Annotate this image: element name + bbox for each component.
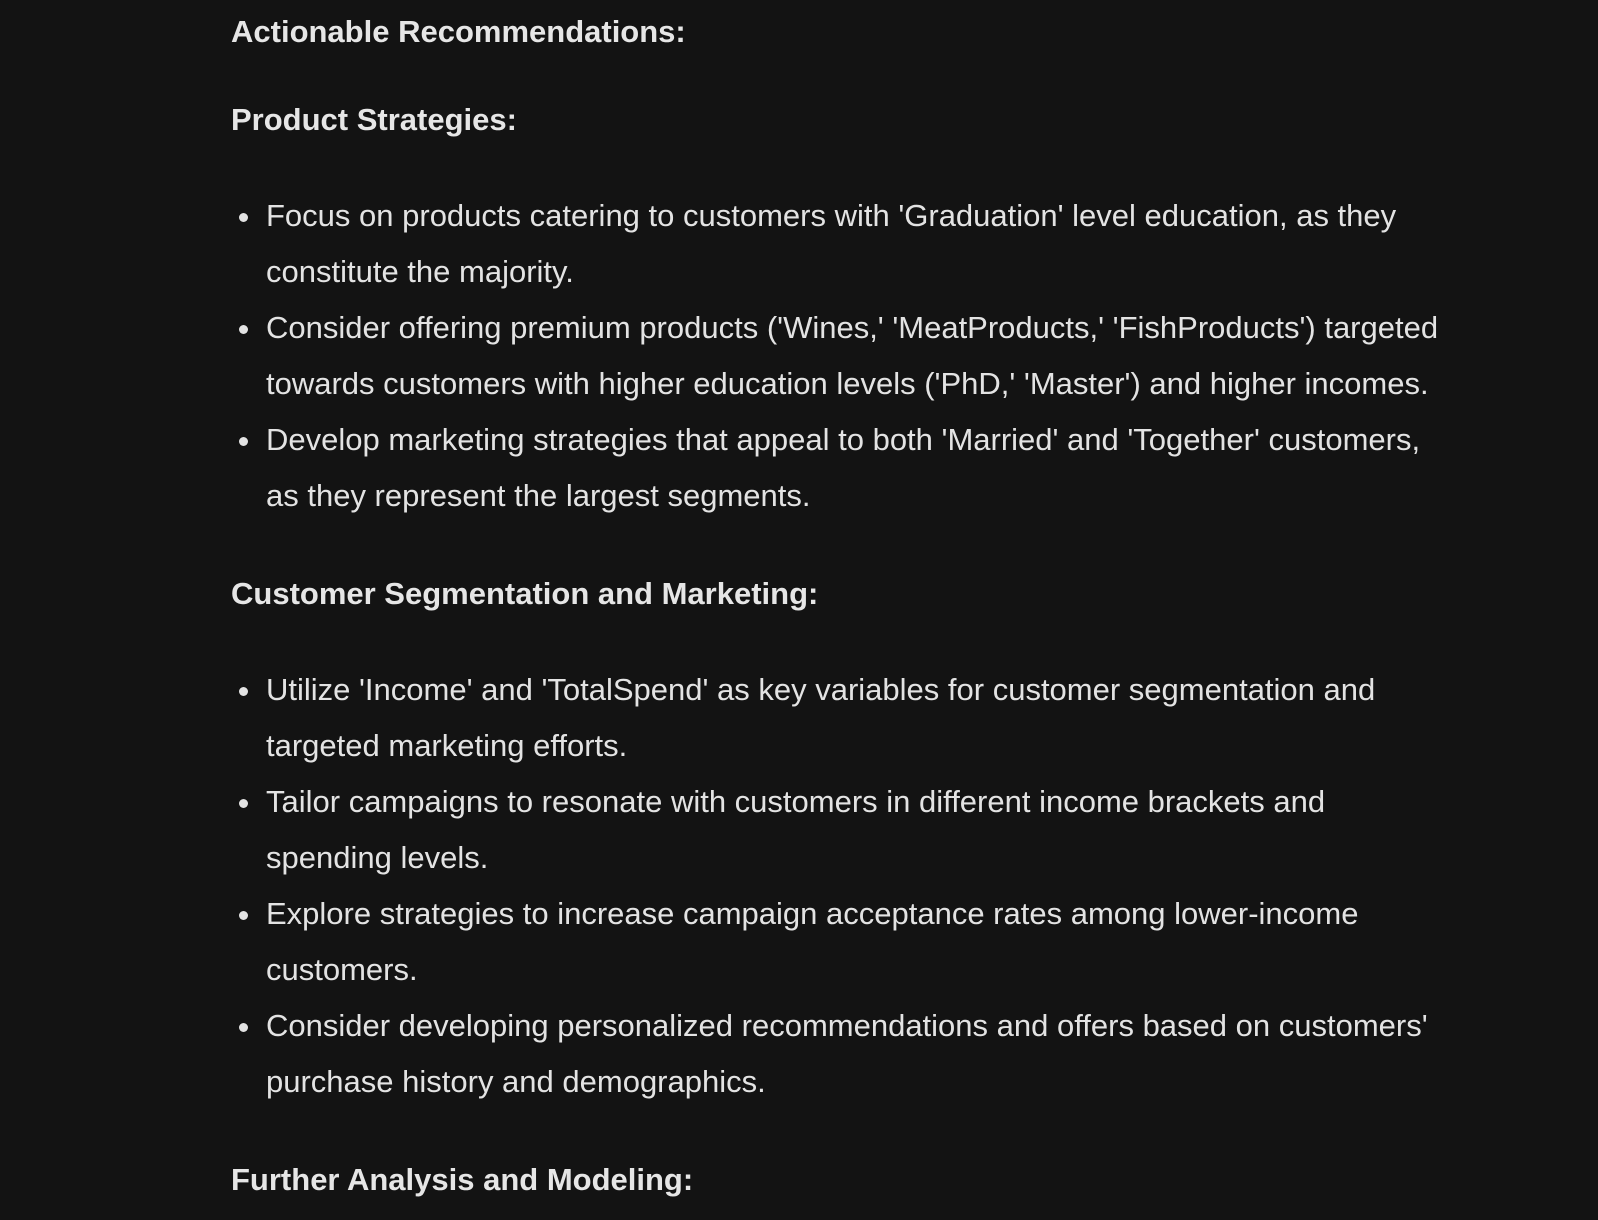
product-strategies-list xyxy=(231,188,1451,524)
bullet-icon xyxy=(239,687,248,696)
list-item xyxy=(231,662,1451,774)
list-item-text: Explore strategies to increase campaign acceptance rates among lower-income customers. xyxy=(266,896,1359,987)
bullet-icon xyxy=(239,911,248,920)
list-item xyxy=(231,774,1451,886)
heading-customer-segmentation: Customer Segmentation and Marketing: xyxy=(231,576,819,611)
heading-product-strategies: Product Strategies: xyxy=(231,102,517,137)
heading-actionable-recommendations: Actionable Recommendations: xyxy=(231,14,686,49)
bullet-icon xyxy=(239,213,248,222)
list-item-text: Tailor campaigns to resonate with customers in different income brackets and spending levels. xyxy=(266,784,1326,875)
list-item-text: Consider offering premium products ('Wines,' 'MeatProducts,' 'FishProducts') targeted towards customers with higher education levels ('PhD,' 'Master') and higher incomes. xyxy=(266,310,1439,401)
heading-further-analysis: Further Analysis and Modeling: xyxy=(231,1162,694,1197)
list-item-text: Consider developing personalized recommendations and offers based on customers' purchase history and demographics. xyxy=(266,1008,1428,1099)
bullet-icon xyxy=(239,325,248,334)
list-item xyxy=(231,300,1451,412)
list-item-text: Utilize 'Income' and 'TotalSpend' as key variables for customer segmentation and targeted marketing efforts. xyxy=(266,672,1376,763)
segmentation-list xyxy=(231,662,1451,1110)
list-item xyxy=(231,412,1451,524)
bullet-icon xyxy=(239,1023,248,1032)
list-item xyxy=(231,188,1451,300)
response-content xyxy=(231,0,1451,1200)
list-item-text: Focus on products catering to customers with 'Graduation' level education, as they constitute the majority. xyxy=(266,198,1397,289)
bullet-icon xyxy=(239,437,248,446)
bullet-icon xyxy=(239,799,248,808)
list-item-text: Develop marketing strategies that appeal to both 'Married' and 'Together' customers, as they represent the largest segments. xyxy=(266,422,1421,513)
list-item xyxy=(231,886,1451,998)
list-item xyxy=(231,998,1451,1110)
